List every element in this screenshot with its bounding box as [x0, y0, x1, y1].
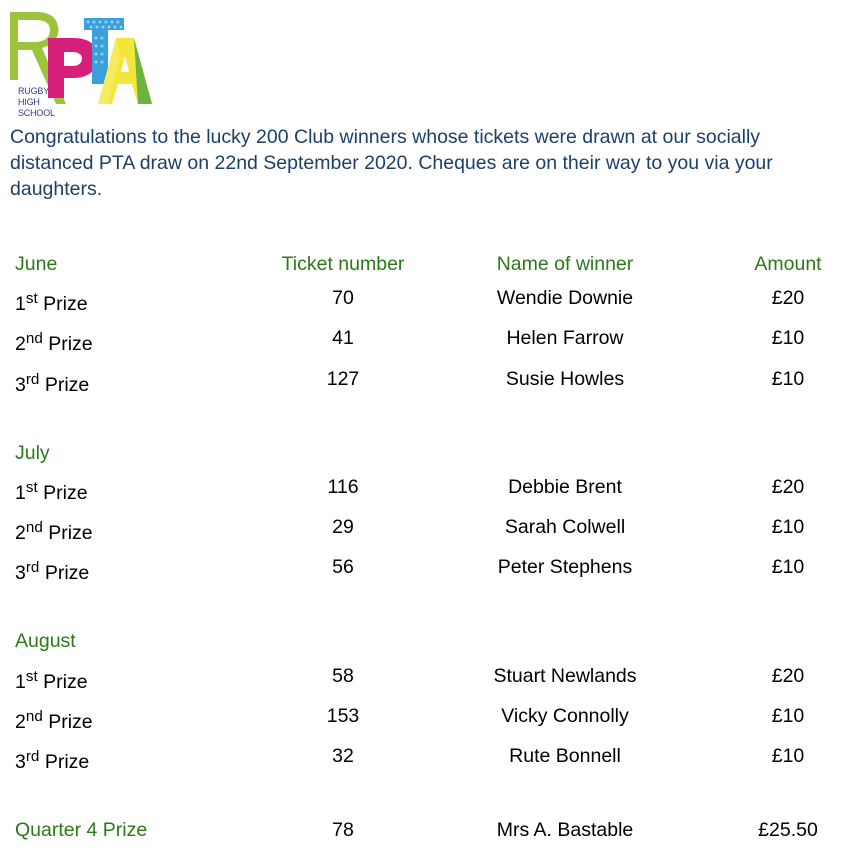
- month-heading-august: August: [15, 630, 76, 652]
- month-heading-july: July: [15, 442, 50, 464]
- intro-paragraph: Congratulations to the lucky 200 Club winners whose tickets were drawn at our socially distanced PTA draw on 22nd September 2020. Cheques are on their way to you via your daughters.: [10, 126, 773, 200]
- ticket-number: 56: [332, 556, 354, 578]
- prize-label: 3rd Prize: [15, 559, 90, 584]
- table-row: [0, 705, 857, 735]
- table-row: [0, 745, 857, 775]
- prize-amount: £20: [771, 287, 805, 309]
- winner-name: Rute Bonnell: [509, 745, 621, 767]
- prize-label: 3rd Prize: [15, 748, 90, 773]
- table-header-row: [0, 253, 857, 283]
- header-name-of-winner: Name of winner: [496, 253, 634, 275]
- table-row: [0, 665, 857, 695]
- table-row: [0, 476, 857, 506]
- table-row: [0, 368, 857, 398]
- prize-amount: £20: [771, 476, 805, 498]
- ticket-number: 41: [332, 327, 354, 349]
- prize-label: 2nd Prize: [15, 708, 93, 733]
- quarter-prize-row: [0, 819, 857, 849]
- pta-logo: [8, 8, 158, 118]
- ticket-number: 78: [332, 819, 354, 841]
- ticket-number: 153: [326, 705, 360, 727]
- table-row: [0, 327, 857, 357]
- prize-amount: £10: [771, 705, 805, 727]
- prize-amount: £10: [771, 745, 805, 767]
- winner-name: Sarah Colwell: [504, 516, 626, 538]
- prize-label: 1st Prize: [15, 479, 88, 504]
- table-row: [0, 556, 857, 586]
- prize-amount: £10: [771, 516, 805, 538]
- prize-amount: £10: [771, 368, 805, 390]
- ticket-number: 32: [332, 745, 354, 767]
- table-row: [0, 287, 857, 317]
- prize-amount: £20: [771, 665, 805, 687]
- prize-amount: £10: [771, 556, 805, 578]
- winner-name: Vicky Connolly: [501, 705, 629, 727]
- ticket-number: 58: [332, 665, 354, 687]
- prize-label: 1st Prize: [15, 668, 88, 693]
- table-row: [0, 516, 857, 546]
- ticket-number: 70: [332, 287, 354, 309]
- prize-label: 2nd Prize: [15, 330, 93, 355]
- ticket-number: 127: [326, 368, 360, 390]
- month-heading-row: [0, 442, 857, 472]
- quarter-prize-label: Quarter 4 Prize: [15, 819, 148, 841]
- month-heading-row: [0, 630, 857, 660]
- prize-amount: £10: [771, 327, 805, 349]
- winner-name: Stuart Newlands: [493, 665, 637, 687]
- winner-name: Helen Farrow: [506, 327, 624, 349]
- logo-school-name: [18, 86, 55, 119]
- winner-name: Peter Stephens: [497, 556, 633, 578]
- prize-amount: £25.50: [758, 819, 818, 841]
- logo-text-school: SCHOOL: [18, 108, 55, 118]
- header-amount: Amount: [754, 253, 822, 275]
- winner-name: Mrs A. Bastable: [496, 819, 634, 841]
- ticket-number: 29: [332, 516, 354, 538]
- winner-name: Susie Howles: [505, 368, 625, 390]
- ticket-number: 116: [327, 476, 359, 498]
- prize-label: 3rd Prize: [15, 371, 90, 396]
- winner-name: Debbie Brent: [508, 476, 622, 498]
- winner-name: Wendie Downie: [496, 287, 634, 309]
- header-ticket-number: Ticket number: [281, 253, 405, 275]
- prize-label: 1st Prize: [15, 290, 88, 315]
- month-heading-june: June: [15, 253, 58, 275]
- prize-label: 2nd Prize: [15, 519, 93, 544]
- logo-text-rugby: RUGBY: [18, 86, 50, 96]
- logo-text-high: HIGH: [18, 97, 40, 107]
